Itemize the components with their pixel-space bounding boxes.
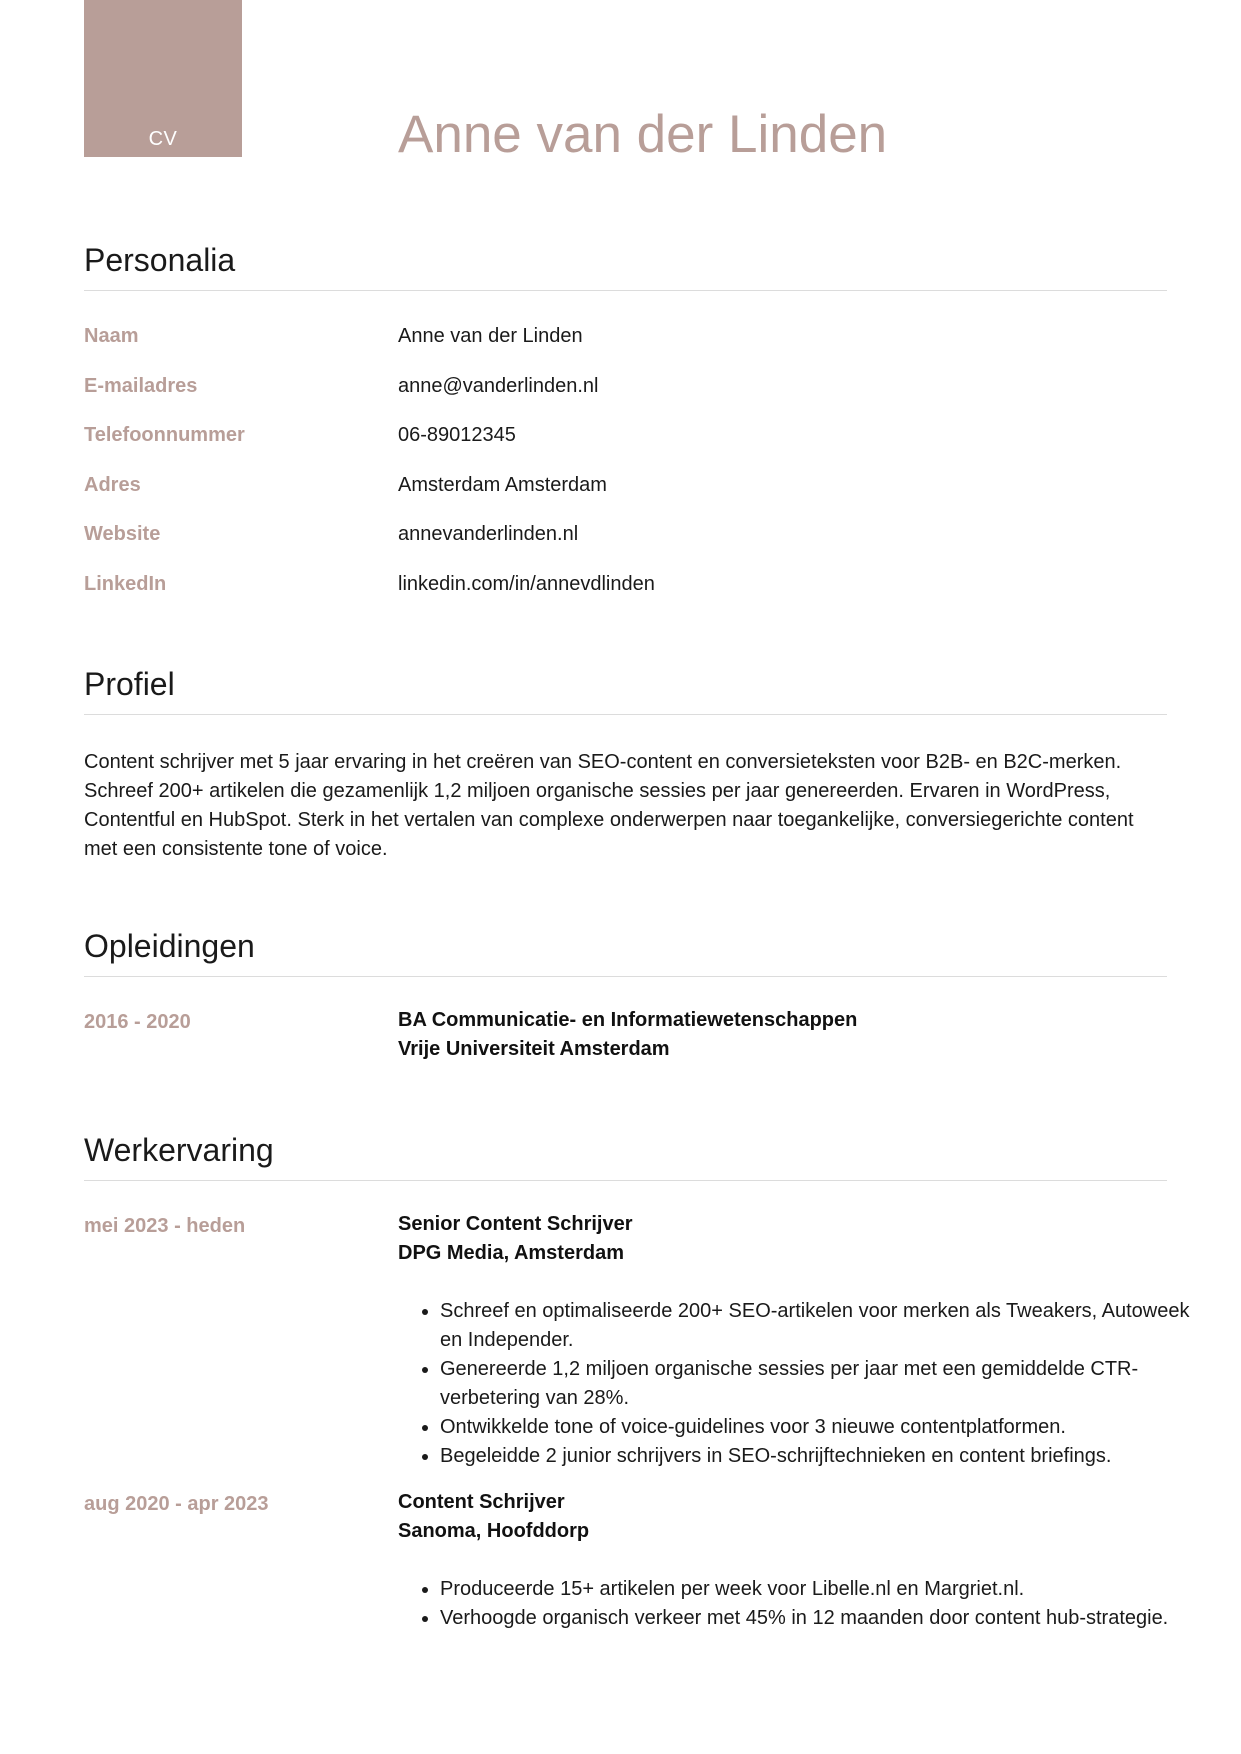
candidate-name: Anne van der Linden — [398, 105, 888, 164]
section-title-profiel: Profiel — [84, 666, 175, 702]
list-item: • Ontwikkelde tone of voice-guidelines voor 3 nieuwe contentplatformen. — [440, 1413, 1200, 1442]
job-role: Content Schrijver — [398, 1491, 565, 1513]
label-linkedin: LinkedIn — [84, 573, 167, 595]
list-item: • Verhoogde organisch verkeer met 45% in 12 maanden door content hub-strategie. — [440, 1604, 1200, 1633]
section-divider — [84, 976, 1167, 977]
job-company: DPG Media, Amsterdam — [398, 1242, 624, 1264]
education-school: Vrije Universiteit Amsterdam — [398, 1038, 670, 1060]
job-achievements — [398, 1575, 1200, 1633]
list-item: • Begeleidde 2 junior schrijvers in SEO-schrijftechnieken en content briefings. — [440, 1442, 1200, 1471]
education-period: 2016 - 2020 — [84, 1011, 191, 1033]
section-divider — [84, 290, 1167, 291]
cv-badge-label: CV — [148, 128, 178, 150]
label-naam: Naam — [84, 325, 139, 347]
list-item: • Genereerde 1,2 miljoen organische sessies per jaar met een gemiddelde CTR-verbetering van 28%. — [440, 1355, 1200, 1413]
job-company: Sanoma, Hoofddorp — [398, 1520, 590, 1542]
cv-badge — [84, 0, 242, 157]
value-email: anne@vanderlinden.nl — [398, 375, 599, 397]
section-title-werkervaring: Werkervaring — [84, 1132, 274, 1168]
education-degree: BA Communicatie- en Informatiewetenschappen — [398, 1009, 858, 1031]
job-period: mei 2023 - heden — [84, 1215, 246, 1237]
list-item: • Schreef en optimaliseerde 200+ SEO-artikelen voor merken als Tweakers, Autoweek en Independer. — [440, 1297, 1200, 1355]
job-period: aug 2020 - apr 2023 — [84, 1493, 269, 1515]
profile-summary: Content schrijver met 5 jaar ervaring in het creëren van SEO-content en conversieteksten voor B2B- en B2C-merken. Schreef 200+ artikelen die gezamenlijk 1,2 miljoen organische sessies per jaar genereerden. Ervaren in WordPress, Contentful en HubSpot. Sterk in het vertalen van complexe onderwerpen naar toegankelijke, conversiegerichte content met een consistente tone of voice. — [84, 751, 1134, 860]
section-divider — [84, 1180, 1167, 1181]
label-adres: Adres — [84, 474, 141, 496]
list-item: • Produceerde 15+ artikelen per week voor Libelle.nl en Margriet.nl. — [440, 1575, 1200, 1604]
section-title-opleidingen: Opleidingen — [84, 928, 255, 964]
value-linkedin: linkedin.com/in/annevdlinden — [398, 573, 655, 595]
value-adres: Amsterdam Amsterdam — [398, 474, 607, 496]
value-telefoon: 06-89012345 — [398, 424, 516, 446]
value-website: annevanderlinden.nl — [398, 523, 579, 545]
label-email: E-mailadres — [84, 375, 198, 397]
section-divider — [84, 714, 1167, 715]
value-naam: Anne van der Linden — [398, 325, 583, 347]
section-title-personalia: Personalia — [84, 242, 236, 278]
label-telefoon: Telefoonnummer — [84, 424, 245, 446]
job-achievements — [398, 1297, 1200, 1471]
job-role: Senior Content Schrijver — [398, 1213, 633, 1235]
label-website: Website — [84, 523, 161, 545]
